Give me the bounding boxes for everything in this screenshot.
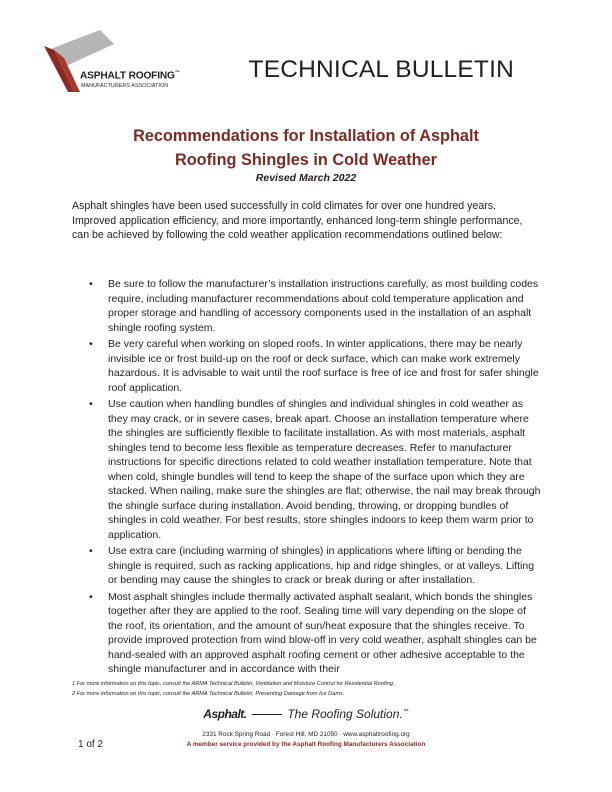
recommendation-list [72, 277, 542, 679]
footer-address: 2331 Rock Spring Road · Forest Hill, MD 21050 · www.asphaltroofing.org [202, 731, 410, 738]
document-title [0, 124, 612, 172]
bullet-icon: • [89, 278, 93, 290]
footnote-1: 1 For more information on this topic, consult the ARMA Technical Bulletin, Ventilation and Moisture Control for Residential Roofing. [72, 681, 395, 687]
revised-date: Revised March 2022 [255, 172, 357, 184]
footer-member-notice: A member service provided by the Asphalt Roofing Manufacturers Association [186, 741, 426, 748]
list-item: • Be sure to follow the manufacturer’s installation instructions carefully, as most building codes require, including manufacturer recommendations about cold temperature application and proper storage and handling of accessory components used in the installation of an asphalt shingle roofing system. [89, 278, 539, 334]
bullet-icon: • [89, 338, 93, 350]
list-item: • Most asphalt shingles include thermally activated asphalt sealant, which bonds the shingles together after they are applied to the roof. Sealing time will vary depending on the slope of the roof, its orientation, and the amount of sun/heat exposure that the shingles receive. To provide improved protection from wind blow-off in very cold weather, asphalt shingles can be hand-sealed with an approved asphalt roofing cement or other adhesive acceptable to the shingle manufacturer and in accordance with their [89, 590, 537, 675]
brand-divider [252, 714, 282, 715]
intro-paragraph: Asphalt shingles have been used successfully in cold climates for over one hundred years. Improved application efficiency, and more importantly, enhanced long-term shingle performance, can be achieved by following the cold weather application recommendations outlined below: [72, 200, 523, 242]
footer-brand: Asphalt. The Roofing Solution.™ [203, 707, 409, 721]
page-number: 1 of 2 [78, 739, 104, 750]
title-line-1: Recommendations for Installation of Asphalt [133, 127, 479, 145]
brand-bold: Asphalt. [203, 707, 247, 721]
logo-subtitle: MANUFACTURERS ASSOCIATION [81, 83, 169, 89]
footnote-2: 2 For more information on this topic, consult the ARMA Technical Bulletin, Preventing Damage from Ice Dams. [72, 690, 345, 697]
list-item: • Use caution when handling bundles of shingles and individual shingles in cold weather as they may crack, or in severe cases, break apart. Choose an installation temperature where the shingles are sufficiently flexible to facilitate installation. As with most materials, asphalt shingles tend to become less flexible as temperature decreases. Refer to manufacturer instructions for specific directions related to cold weather installation temperature. Note that when cold, shingle bundles will tend to keep the shape of the surface upon which they are stacked. When nailing, make sure the shingles are flat; otherwise, the nail may break through the shingle surface during installation. Avoid bending, throwing, or dropping bundles of shingles in cold weather. For best results, store shingles indoors to keep them warm prior to application. [89, 398, 541, 541]
bullet-icon: • [89, 545, 93, 557]
list-item: • Be very careful when working on sloped roofs. In winter applications, there may be nearly invisible ice or frost build-up on the roof or deck surface, which can make work extremely hazardous. It is advisable to wait until the roof surface is free of ice and frost for safer shingle roof application. [89, 338, 539, 394]
bullet-icon: • [89, 590, 93, 603]
footnotes [72, 680, 395, 699]
logo-name: ASPHALT ROOFING™ [80, 70, 180, 82]
arma-logo [44, 28, 196, 92]
bulletin-header: TECHNICAL BULLETIN [248, 56, 514, 83]
list-item: • Use extra care (including warming of shingles) in applications where lifting or bending the shingle is required, such as racking applications, hip and ridge shingles, or at valleys. Lifting or bending may cause the shingles to crack or break during or after installation. [89, 545, 535, 586]
brand-tagline: The Roofing Solution. [287, 707, 403, 721]
title-line-2: Roofing Shingles in Cold Weather [174, 151, 437, 169]
bullet-icon: • [89, 398, 93, 410]
